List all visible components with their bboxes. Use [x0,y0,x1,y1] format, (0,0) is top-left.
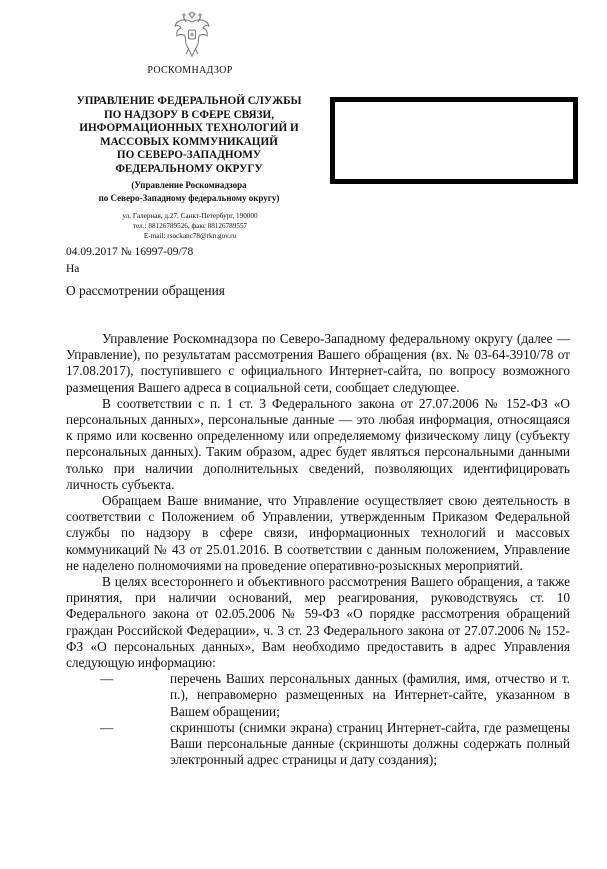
list-dash-marker: — [100,671,114,687]
address-line: ул. Галерная, д.27, Санкт-Петербург, 190000 [122,212,258,220]
department-subtitle-line: по Северо-Западному федеральному округу) [98,192,280,203]
department-title-line: УПРАВЛЕНИЕ ФЕДЕРАЛЬНОЙ СЛУЖБЫ [76,95,302,107]
body-paragraph: Управление Роскомнадзора по Северо-Западному федеральному округу (далее — Управление), по результатам рассмотрения Вашего обращения (вх. № 03-64-3910/78 от 17.08.2017), поступившего с официального Интернет-сайта, по вопросу возможного размещения Вашего адреса в социальной сети, сообщает следующее. [66,331,570,395]
coat-of-arms-emblem [172,10,212,60]
list-item [66,720,570,769]
phone-fax-line: тел.: 88126789526, факс 88126789557 [132,222,248,230]
department-title-line: ПО НАДЗОРУ В СФЕРЕ СВЯЗИ, [103,108,275,121]
contact-address [80,211,300,241]
letter-subject: О рассмотрении обращения [66,283,225,298]
department-subtitle-line: (Управление Роскомнадзора [131,180,247,190]
department-title-line: МАССОВЫХ КОММУНИКАЦИЙ [100,135,278,148]
email-line: E-mail: rsockanc78@rkn.gov.ru [143,232,237,240]
list-dash-marker: — [100,719,114,735]
department-title-line: ФЕДЕРАЛЬНОМУ ОКРУГУ [115,162,263,175]
letter-body [66,331,570,768]
agency-short-name: РОСКОМНАДЗОР [147,65,233,76]
reference-line: На [66,263,80,275]
body-paragraph: В целях всестороннего и объективного рассмотрения Вашего обращения, а также принятия, при наличии оснований, мер реагирования, руководствуясь ст. 10 Федерального закона от 02.05.2006 № 59-ФЗ «О порядке рассмотрения обращений граждан Российской Федерации», ч. 3 ст. 23 Федерального закона от 27.07.2006 № 152-ФЗ «О персональных данных», Вам необходимо предоставить в адрес Управления следующую информацию: [66,574,570,671]
redacted-recipient-box [330,97,578,184]
department-title [58,95,320,177]
department-subtitle [80,179,298,204]
department-title-line: ИНФОРМАЦИОННЫХ ТЕХНОЛОГИЙ И [79,122,299,135]
body-paragraph: В соответствии с п. 1 ст. 3 Федерального закона от 27.07.2006 № 152-ФЗ «О персональных данных», персональные данные — это любая информация, относящаяся к прямо или косвенно определенному или определяемому физическому лицу (субъекту персональных данных). Таким образом, адрес будет являться персональными данными только при наличии дополнительных сведений, позволяющих идентифицировать личность субъекта. [66,395,570,492]
required-info-list [66,671,570,768]
list-item [66,671,570,720]
list-item-text: скриншоты (снимки экрана) страниц Интернет-сайта, где размещены Ваши персональные данные (скриншоты должны содержать полный электронный адрес страницы и дату создания); [170,719,570,768]
department-title-line: ПО СЕВЕРО-ЗАПАДНОМУ [116,149,262,162]
body-paragraph: Обращаем Ваше внимание, что Управление осуществляет свою деятельность в соответствии с Положением об Управлении, утвержденным Приказом Федеральной службы по надзору в сфере связи, информационных технологий и массовых коммуникаций № 43 от 25.01.2016. В соответствии с данным положением, Управление не наделено полномочиями на проведение оперативно-розыскных мероприятий. [66,493,570,573]
registration-number: 04.09.2017 № 16997-09/78 [66,246,194,258]
list-item-text: перечень Ваших персональных данных (фамилия, имя, отчество и т. п.), неправомерно размещенных на Интернет-сайте, указанном в Вашем обращении; [170,671,570,719]
